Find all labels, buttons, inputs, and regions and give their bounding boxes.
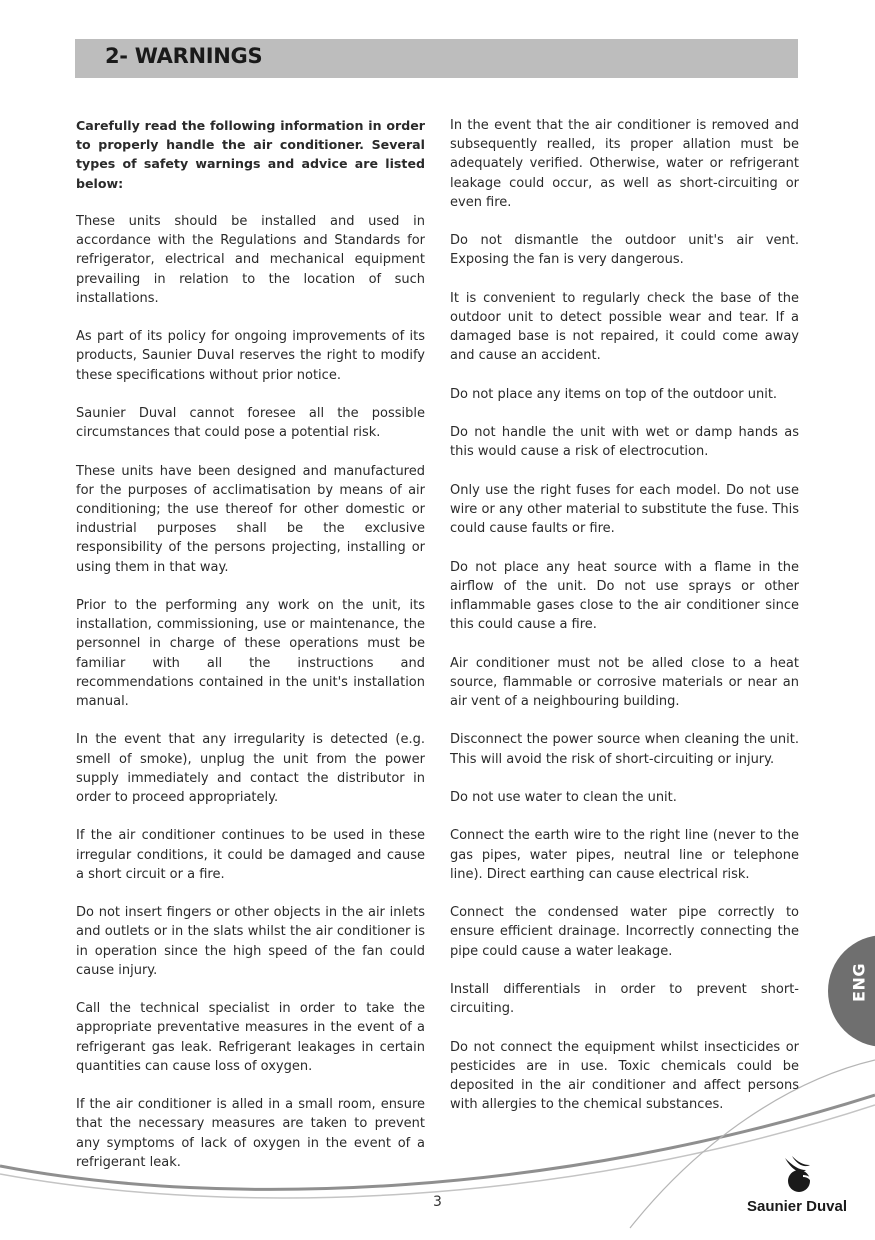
section-header-bar	[75, 39, 798, 78]
paragraph: Do not place any items on top of the outdoor unit.	[450, 386, 778, 402]
intro-paragraph: Carefully read the following information in order to properly handle the air conditioner. Several types of safety warnings and advice are listed below:	[76, 118, 425, 191]
saunier-duval-logo-icon	[779, 1154, 817, 1196]
paragraph: If the air conditioner continues to be used in these irregular conditions, it could be damaged and cause a short circuit or a fire.	[76, 828, 425, 882]
paragraph: These units have been designed and manufactured for the purposes of acclimatisation by means of air conditioning; the use thereof for other domestic or industrial purposes shall be the exclusive responsibility of the persons projecting, installing or using them in that way.	[76, 463, 425, 575]
paragraph: Connect the earth wire to the right line (never to the gas pipes, water pipes, neutral line or telephone line). Direct earthing can cause electrical risk.	[450, 828, 799, 882]
paragraph: Do not insert fingers or other objects in the air inlets and outlets or in the slats whilst the air conditioner is in operation since the high speed of the fan could cause injury.	[76, 905, 425, 978]
paragraph: If the air conditioner is alled in a small room, ensure that the necessary measures are taken to prevent any symptoms of lack of oxygen in the event of a refrigerant leak.	[76, 1097, 425, 1170]
paragraph: In the event that any irregularity is detected (e.g. smell of smoke), unplug the unit from the power supply immediately and contact the distributor in order to proceed appropriately.	[76, 732, 425, 806]
paragraph: Call the technical specialist in order to take the appropriate preventative measures in the event of a refrigerant gas leak. Refrigerant leakages in certain quantities can cause loss of oxygen.	[76, 1001, 425, 1074]
paragraph: As part of its policy for ongoing improvements of its products, Saunier Duval reserves the right to modify these specifications without prior notice.	[76, 329, 425, 383]
paragraph: Saunier Duval cannot foresee all the possible circumstances that could pose a potential risk.	[76, 406, 425, 441]
paragraph: Do not dismantle the outdoor unit's air vent. Exposing the fan is very dangerous.	[450, 233, 799, 268]
paragraph: Do not place any heat source with a flame in the airflow of the unit. Do not use sprays or other inflammable gases close to the air conditioner since this could cause a fire.	[450, 559, 799, 633]
right-column	[450, 116, 799, 1134]
paragraph: Prior to the performing any work on the unit, its installation, commissioning, use or maintenance, the personnel in charge of these operations must be familiar with all the instructions and recommendations contained in the unit's installation manual.	[76, 598, 425, 710]
brand-name: Saunier Duval	[746, 1198, 848, 1215]
paragraph: Air conditioner must not be alled close to a heat source, flammable or corrosive materials or near an air vent of a neighbouring building.	[450, 655, 799, 709]
paragraph: Do not handle the unit with wet or damp hands as this would cause a risk of electrocution.	[450, 425, 799, 460]
paragraph: In the event that the air conditioner is removed and subsequently realled, its proper allation must be adequately verified. Otherwise, water or refrigerant leakage could occur, as well as short-circuiting or even fire.	[450, 118, 799, 210]
paragraph: These units should be installed and used in accordance with the Regulations and Standards for refrigerator, electrical and mechanical equipment prevailing in relation to the location of such installations.	[76, 214, 425, 306]
paragraph: Install differentials in order to prevent short-circuiting.	[450, 981, 799, 1017]
page-number: 3	[433, 1194, 442, 1210]
paragraph: Do not connect the equipment whilst insecticides or pesticides are in use. Toxic chemicals could be deposited in the air conditioner and affect persons with allergies to the chemical substances.	[450, 1039, 799, 1113]
paragraph: It is convenient to regularly check the base of the outdoor unit to detect possible wear and tear. If a damaged base is not repaired, it could come away and cause an accident.	[450, 290, 799, 364]
language-tab-label: ENG	[849, 963, 869, 1002]
paragraph: Do not use water to clean the unit.	[450, 789, 677, 805]
paragraph: Disconnect the power source when cleaning the unit. This will avoid the risk of short-circuiting or injury.	[450, 732, 799, 767]
paragraph: Only use the right fuses for each model. Do not use wire or any other material to substitute the fuse. This could cause faults or fire.	[450, 482, 799, 537]
section-title: 2- WARNINGS	[105, 44, 263, 68]
paragraph: Connect the condensed water pipe correctly to ensure efficient drainage. Incorrectly connecting the pipe could cause a water leakage.	[450, 905, 799, 959]
language-tab	[828, 935, 875, 1047]
left-column	[76, 116, 425, 1191]
